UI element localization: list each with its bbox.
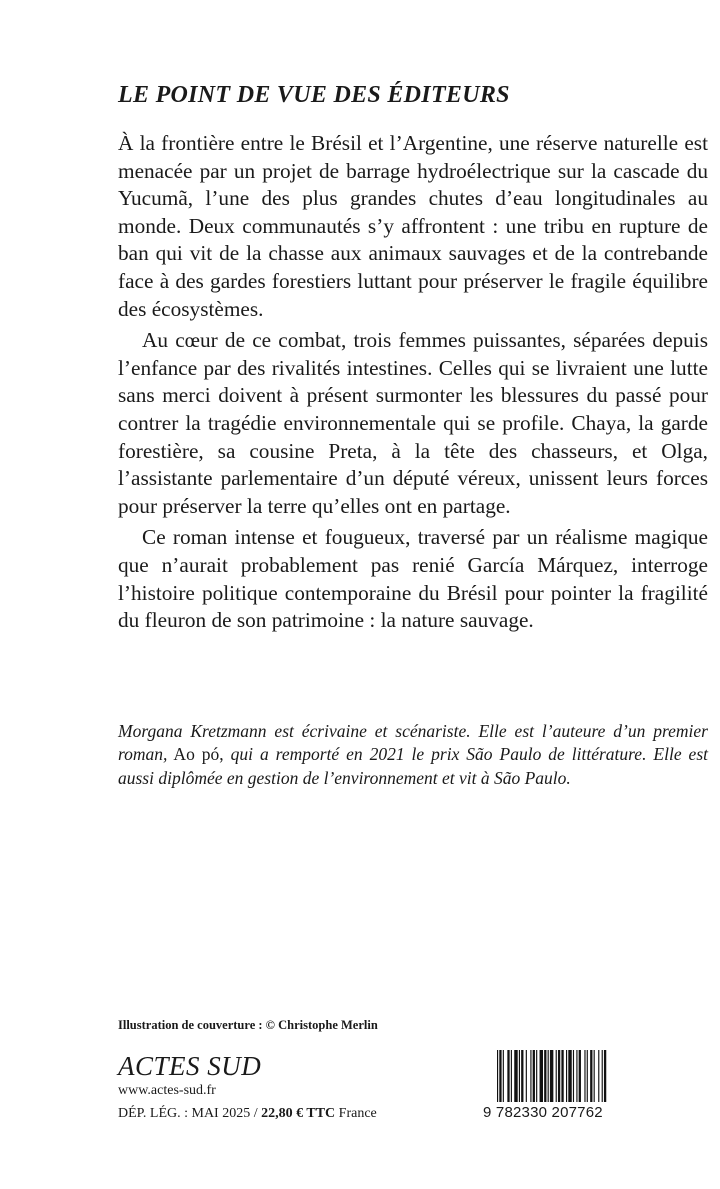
blurb-paragraph: Ce roman intense et fougueux, traversé par un réalisme magique que n’aurait probablement pas renié García Márquez, interroge l’histoire politique contemporaine du Brésil pour pointer la fragilité du fleuron de son patrimoine : la nature sauvage.: [118, 525, 708, 633]
publisher-website: www.actes-sud.fr: [118, 1083, 216, 1098]
section-heading: LE POINT DE VUE DES ÉDITEURS: [118, 82, 510, 108]
bio-text: Morgana Kretzmann est écrivaine et scénariste. Elle est l’auteure d’un premier roman,: [118, 721, 708, 765]
blurb-paragraph: Au cœur de ce combat, trois femmes puissantes, séparées depuis l’enfance par des rivalités intestines. Celles qui se livraient une lutte sans merci doivent à présent surmonter les blessures du passé pour contrer la tragédie environnementale qui se profile. Chaya, la garde forestière, sa cousine Preta, à la tête des chasseurs, et Olga, l’assistante parlementaire d’un député véreux, unissent leurs forces pour préserver la terre qu’elles ont en partage.: [118, 328, 708, 518]
author-bio: [118, 720, 708, 790]
isbn-number: 9 782330 207762: [483, 1104, 603, 1121]
illustration-credit: Illustration de couverture : © Christophe Merlin: [118, 1018, 378, 1032]
bio-text: qui a remporté en 2021 le prix São Paulo de littérature. Elle est aussi diplômée en gestion de l’environnement et vit à São Paulo.: [118, 744, 708, 788]
publisher-logo: ACTES SUD: [118, 1051, 262, 1081]
price: 22,80 € TTC: [261, 1106, 336, 1121]
barcode-icon: [483, 1050, 625, 1102]
legal-text: France: [335, 1106, 377, 1121]
blurb: [118, 130, 708, 635]
blurb-paragraph: À la frontière entre le Brésil et l’Argentine, une réserve naturelle est menacée par un projet de barrage hydroélectrique sur la cascade du Yucumã, l’une des plus grandes chutes d’eau longitudinales au monde. Deux communautés s’y affrontent : une tribu en rupture de ban qui vit de la chasse aux animaux sauvages et de la contrebande face à des gardes forestiers luttant pour préserver le fragile équilibre des écosystèmes.: [118, 131, 708, 321]
novel-title: Ao pó,: [167, 744, 231, 765]
legal-deposit: [118, 1106, 377, 1122]
legal-text: DÉP. LÉG. : MAI 2025 /: [118, 1106, 262, 1121]
